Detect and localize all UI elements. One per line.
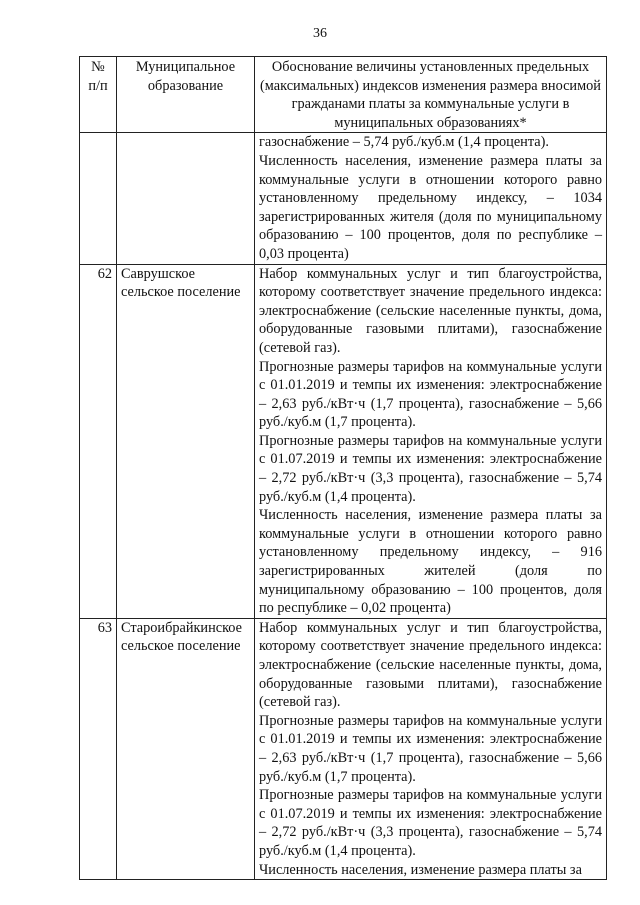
header-justification: Обоснование величины установленных предельных (максимальных) индексов изменения размера вносимой гражданами платы за коммунальные услуги в муниципальных образованиях* xyxy=(255,57,607,133)
municipality-name: Староибрайкинское сельское поселение xyxy=(117,618,255,879)
justification-cell xyxy=(255,618,607,879)
tariff-index-table xyxy=(79,56,607,880)
paragraph: Прогнозные размеры тарифов на коммунальные услуги с 01.07.2019 и темпы их изменения: электроснабжение – 2,72 руб./кВт·ч (3,3 процента), газоснабжение – 5,74 руб./куб.м (1,4 процента). xyxy=(259,432,602,505)
continuation-row xyxy=(80,133,607,264)
paragraph: Прогнозные размеры тарифов на коммунальные услуги с 01.07.2019 и темпы их изменения: электроснабжение – 2,72 руб./кВт·ч (3,3 процента), газоснабжение – 5,74 руб./куб.м (1,4 процента). xyxy=(259,787,602,859)
page-number: 36 xyxy=(313,26,327,41)
header-municipality: Муниципальное образование xyxy=(117,57,255,133)
table-row xyxy=(80,264,607,618)
paragraph: Набор коммунальных услуг и тип благоустройства, которому соответствует значение предельного индекса: электроснабжение (сельские населенные пункты, дома, оборудованные газовыми плитами), газоснабжение (сетевой газ). xyxy=(259,265,602,356)
paragraph: Прогнозные размеры тарифов на коммунальные услуги с 01.01.2019 и темпы их изменения: электроснабжение – 2,63 руб./кВт·ч (1,7 процента), газоснабжение – 5,66 руб./куб.м (1,7 процента). xyxy=(259,712,602,785)
municipality-name: Саврушское сельское поселение xyxy=(117,264,255,618)
row-number-cell: 62 xyxy=(80,264,117,618)
paragraph: Численность населения, изменение размера платы за xyxy=(259,861,582,878)
paragraph: Набор коммунальных услуг и тип благоустройства, которому соответствует значение предельного индекса: электроснабжение (сельские населенные пункты, дома, оборудованные газовыми плитами), газоснабжение (сетевой газ). xyxy=(259,619,602,711)
paragraph: Численность населения, изменение размера платы за коммунальные услуги в отношении которого равно установленному предельному индексу, – 1034 зарегистрированных жителя (доля по муниципальному образованию – 100 процентов, доля по республике – 0,03 процента) xyxy=(259,152,602,262)
justification-cell xyxy=(255,264,607,618)
municipality-cell xyxy=(117,133,255,264)
row-number-cell: 63 xyxy=(80,618,117,879)
paragraph: Прогнозные размеры тарифов на коммунальные услуги с 01.01.2019 и темпы их изменения: электроснабжение – 2,63 руб./кВт·ч (1,7 процента), газоснабжение – 5,66 руб./куб.м (1,7 процента). xyxy=(259,358,602,431)
paragraph: газоснабжение – 5,74 руб./куб.м (1,4 процента). xyxy=(259,134,549,151)
paragraph: Численность населения, изменение размера платы за коммунальные услуги в отношении которого равно установленному предельному индексу, – 916 зарегистрированных жителей (доля по муниципальному образованию – 100 процентов, доля по республике – 0,02 процента) xyxy=(259,507,602,617)
table-row xyxy=(80,618,607,879)
row-number-cell xyxy=(80,133,117,264)
justification-cell xyxy=(255,133,607,264)
table-header-row xyxy=(80,57,607,133)
header-number: № п/п xyxy=(80,57,117,133)
